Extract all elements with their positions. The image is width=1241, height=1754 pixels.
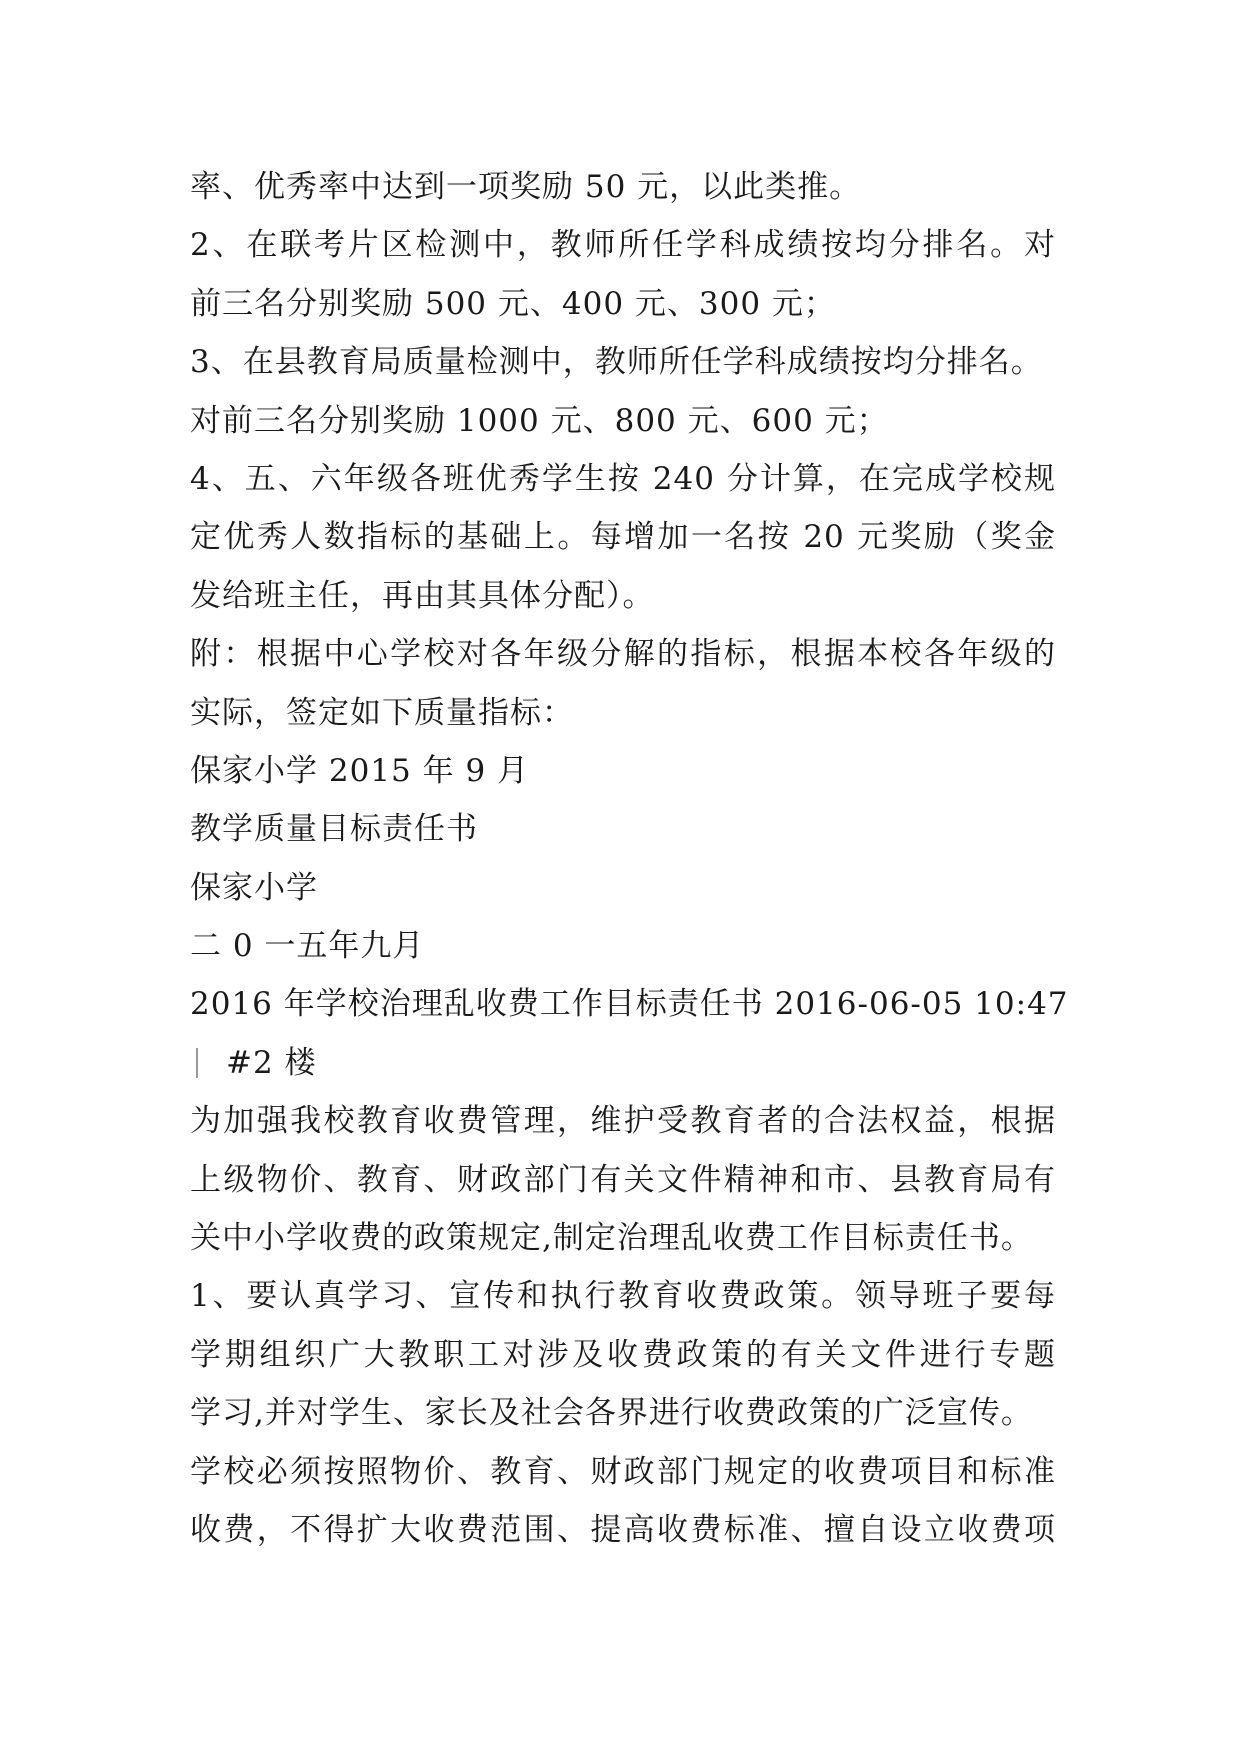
school-name-line: 保家小学 bbox=[190, 869, 318, 906]
paragraph-line: 附：根据中心学校对各年级分解的指标，根据本校各年级的 bbox=[190, 636, 1056, 673]
floor-label: #2 楼 bbox=[226, 1044, 317, 1081]
paragraph-line: 率、优秀率中达到一项奖励 50 元，以此类推。 bbox=[190, 169, 862, 205]
paragraph-line: 3、在县教育局质量检测中，教师所任学科成绩按均分排名。 bbox=[190, 344, 1043, 381]
paragraph-line: 发给班主任，再由其具体分配）。 bbox=[190, 577, 655, 614]
paragraph-line: 定优秀人数指标的基础上。每增加一名按 20 元奖励（奖金 bbox=[190, 519, 1056, 556]
paragraph-line: 对前三名分别奖励 1000 元、800 元、600 元； bbox=[190, 402, 889, 439]
paragraph-line: 为加强我校教育收费管理，维护受教育者的合法权益，根据 bbox=[190, 1103, 1056, 1140]
paragraph-line: 学校必须按照物价、教育、财政部门规定的收费项目和标准 bbox=[190, 1453, 1056, 1490]
paragraph-line: 实际，签定如下质量指标： bbox=[190, 694, 574, 731]
paragraph-line: 2、在联考片区检测中，教师所任学科成绩按均分排名。对 bbox=[190, 227, 1056, 264]
document-title-line: 教学质量目标责任书 bbox=[190, 811, 478, 848]
post-header-line: 2016 年学校治理乱收费工作目标责任书 2016-06-05 10:47 bbox=[190, 986, 1069, 1023]
paragraph-line: 学习,并对学生、家长及社会各界进行收费政策的广泛宣传。 bbox=[190, 1395, 1033, 1432]
paragraph-line: 4、五、六年级各班优秀学生按 240 分计算，在完成学校规 bbox=[190, 460, 1056, 497]
paragraph-line: 1、要认真学习、宣传和执行教育收费政策。领导班子要每 bbox=[190, 1278, 1056, 1315]
chinese-date-line: 二 0 一五年九月 bbox=[190, 928, 425, 965]
paragraph-line: 上级物价、教育、财政部门有关文件精神和市、县教育局有 bbox=[190, 1161, 1056, 1198]
floor-divider bbox=[196, 1048, 198, 1078]
paragraph-line: 收费，不得扩大收费范围、提高收费标准、擅自设立收费项 bbox=[190, 1511, 1056, 1548]
paragraph-line: 关中小学收费的政策规定,制定治理乱收费工作目标责任书。 bbox=[190, 1220, 1033, 1257]
signature-date-line: 保家小学 2015 年 9 月 bbox=[190, 752, 530, 789]
floor-marker bbox=[190, 1034, 1090, 1092]
document-body bbox=[190, 158, 1090, 1559]
paragraph-line: 学期组织广大教职工对涉及收费政策的有关文件进行专题 bbox=[190, 1336, 1056, 1373]
paragraph-line: 前三名分别奖励 500 元、400 元、300 元； bbox=[190, 285, 836, 322]
